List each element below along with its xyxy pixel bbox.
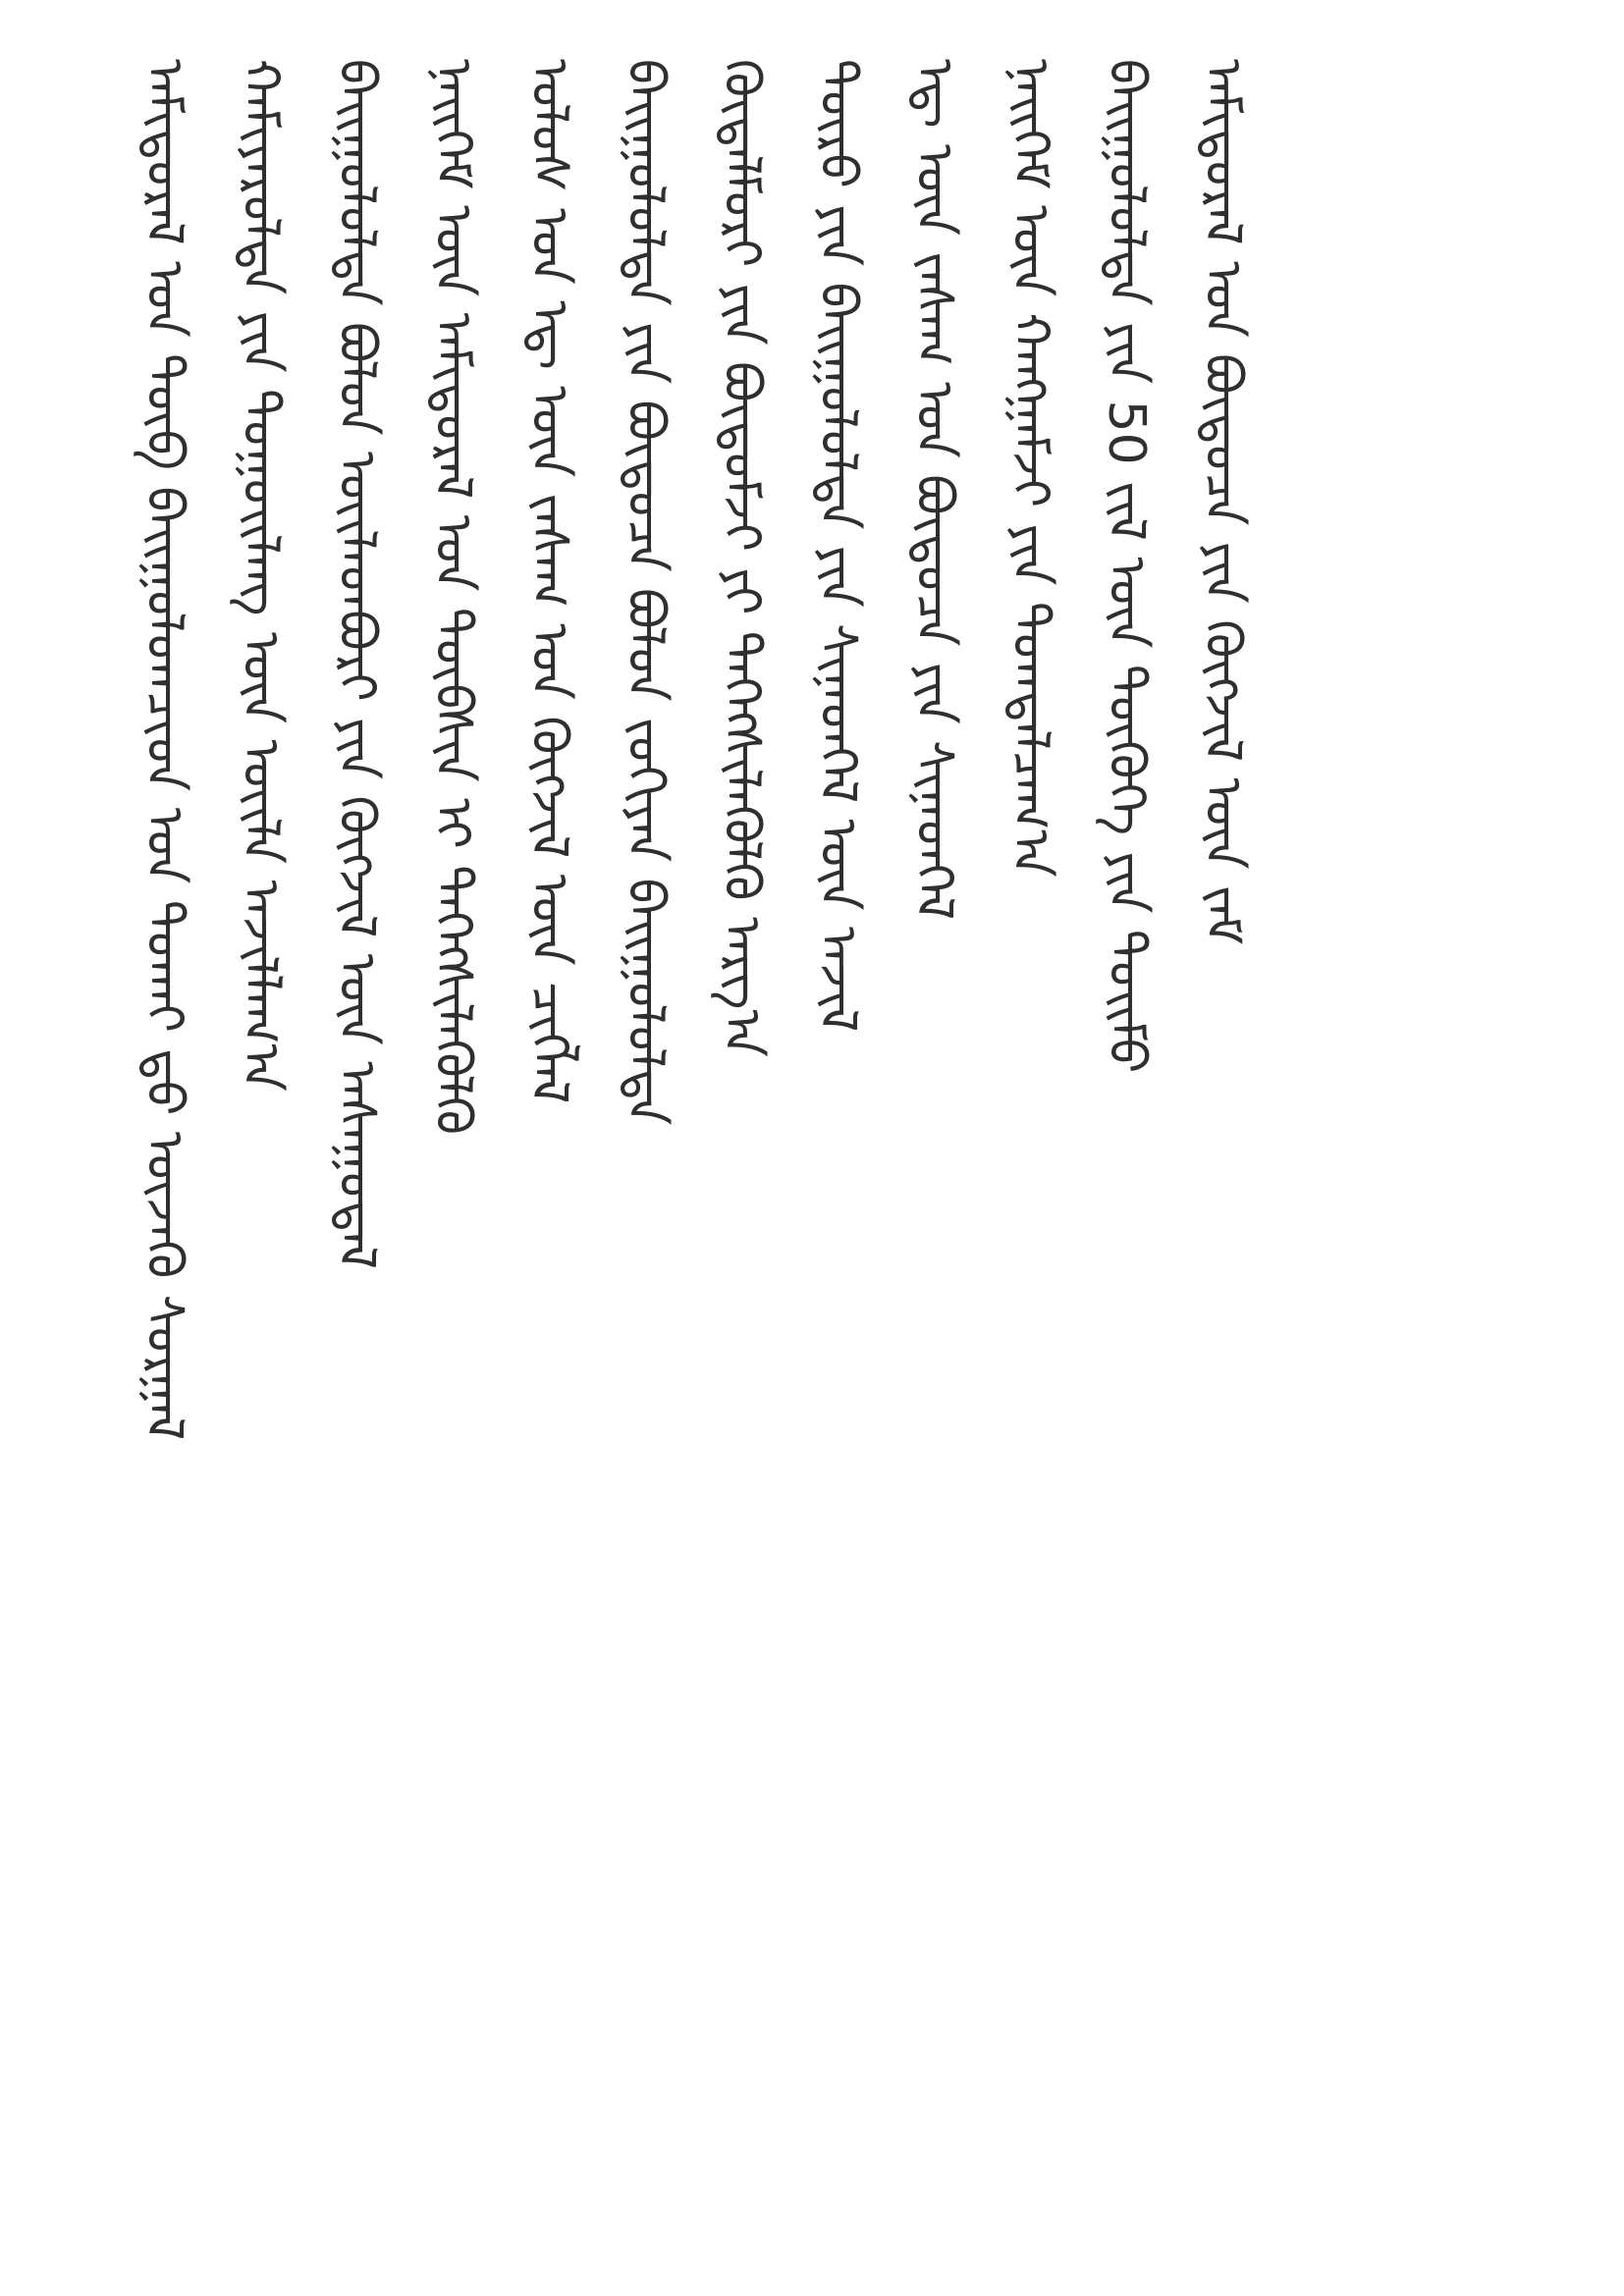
- text-line: ᠨᠡᠢᠭᠡᠮ ᠦᠨ ᠬᠠᠩᠭᠠᠮᠵᠢ ᠶᠢᠨ ᠲᠣᠭᠲᠠᠯᠴᠠᠭ᠎ᠠ: [1001, 59, 1059, 878]
- text-line: ᠲᠥᠷᠦ ᠶᠢᠨ ᠪᠠᠢᠭᠤᠯᠤᠯᠲᠠ ᠶᠢᠨ ᠰᠢᠨᠡᠳᠬᠡᠯ ᠦᠨ ᠠᠵᠢᠯ: [808, 59, 867, 1033]
- text-line: ᠡᠳ᠋ ᠦᠨ ᠵᠠᠰᠠᠭ ᠤᠨ ᠪᠦᠲᠦᠴᠡ ᠶᠢᠨ ᠰᠢᠨᠡᠳᠬᠡᠯ: [904, 59, 963, 921]
- text-line: ᠪᠠᠢᠭᠤᠯᠤᠯᠲᠠ ᠶᠢᠨ ᠪᠦᠲᠦᠴᠡ ᠪᠤᠯᠤᠨ ᠵᠤᠬᠢᠶᠠᠨ ᠪᠠᠢᠭᠤᠯᠤᠯᠲᠠ: [616, 59, 675, 1126]
- text-line: ᠠᠮᠢᠳᠤᠷᠠᠯ ᠤᠨ ᠪᠦᠲᠦᠴᠡ ᠶᠢᠨ ᠬᠥᠭᠵᠢᠯ ᠦᠨ ᠵᠠᠮ: [1193, 59, 1252, 945]
- text-line: ᠪᠠᠢᠭᠤᠯᠤᠯᠲᠠ ᠪᠤᠯᠤᠨ ᠦᠢᠯᠡᠳᠪᠦᠷᠢ ᠶᠢᠨ ᠬᠥᠭᠵᠢᠯ ᠦᠨ ᠠᠰᠠᠭᠤᠳᠠᠯ: [327, 59, 386, 1269]
- text-line: ᠨᠡᠢᠭᠡᠮ ᠦᠨ ᠠᠮᠢᠳᠤᠷᠠᠯ ᠤᠨ ᠲᠦᠪᠰᠢᠨ ᠢ ᠳᠡᠭᠡᠭᠰᠢᠯᠡᠭᠦᠯᠬᠦ: [423, 59, 482, 1136]
- text-line: ᠬᠠᠮᠢᠶᠠᠷᠤᠯᠲᠠ ᠶᠢᠨ ᠳᠤᠭᠤᠢᠯᠠᠩ ᠦᠨ ᠦᠢᠯᠡ ᠠᠵᠢᠯᠯᠠᠭ᠎ᠠ: [231, 59, 290, 1092]
- text-line: ᠪᠠᠢᠭᠤᠯᠤᠯᠲᠠ ᠶᠢᠨ 50 ᠵᠢᠯ ᠦᠨ ᠲᠦᠭᠦᠬᠡ ᠶᠢᠨ ᠲᠣᠢᠮᠣ: [1097, 59, 1156, 1074]
- mongolian-vertical-text: [116, 59, 1510, 2248]
- text-line: ᠬᠥᠳᠡᠯᠮᠦᠷᠢ ᠶᠢᠨ ᠪᠦᠲᠦᠮᠵᠢ ᠶᠢ ᠳᠡᠭᠡᠭᠰᠢᠯᠡᠭᠦᠯᠬᠦ ᠠᠷᠭ᠎ᠠ: [712, 59, 771, 1057]
- text-line: ᠤᠯᠤᠰ ᠤᠨ ᠡᠳ᠋ ᠦᠨ ᠵᠠᠰᠠᠭ ᠤᠨ ᠬᠥᠭᠵᠢᠯ ᠦᠨ ᠴᠢᠭᠯᠡᠯ: [519, 59, 578, 1104]
- text-line: ᠠᠮᠢᠳᠤᠷᠠᠯ ᠤᠨ ᠲᠥᠪ ᠪᠠᠢᠭᠤᠯᠤᠭᠴᠢᠳ ᠤᠨ ᠲᠤᠬᠠᠢ ᠳ᠋ᠤ ᠦᠵᠡᠬᠦ ᠰᠤᠷᠭᠠᠯ: [135, 59, 193, 1441]
